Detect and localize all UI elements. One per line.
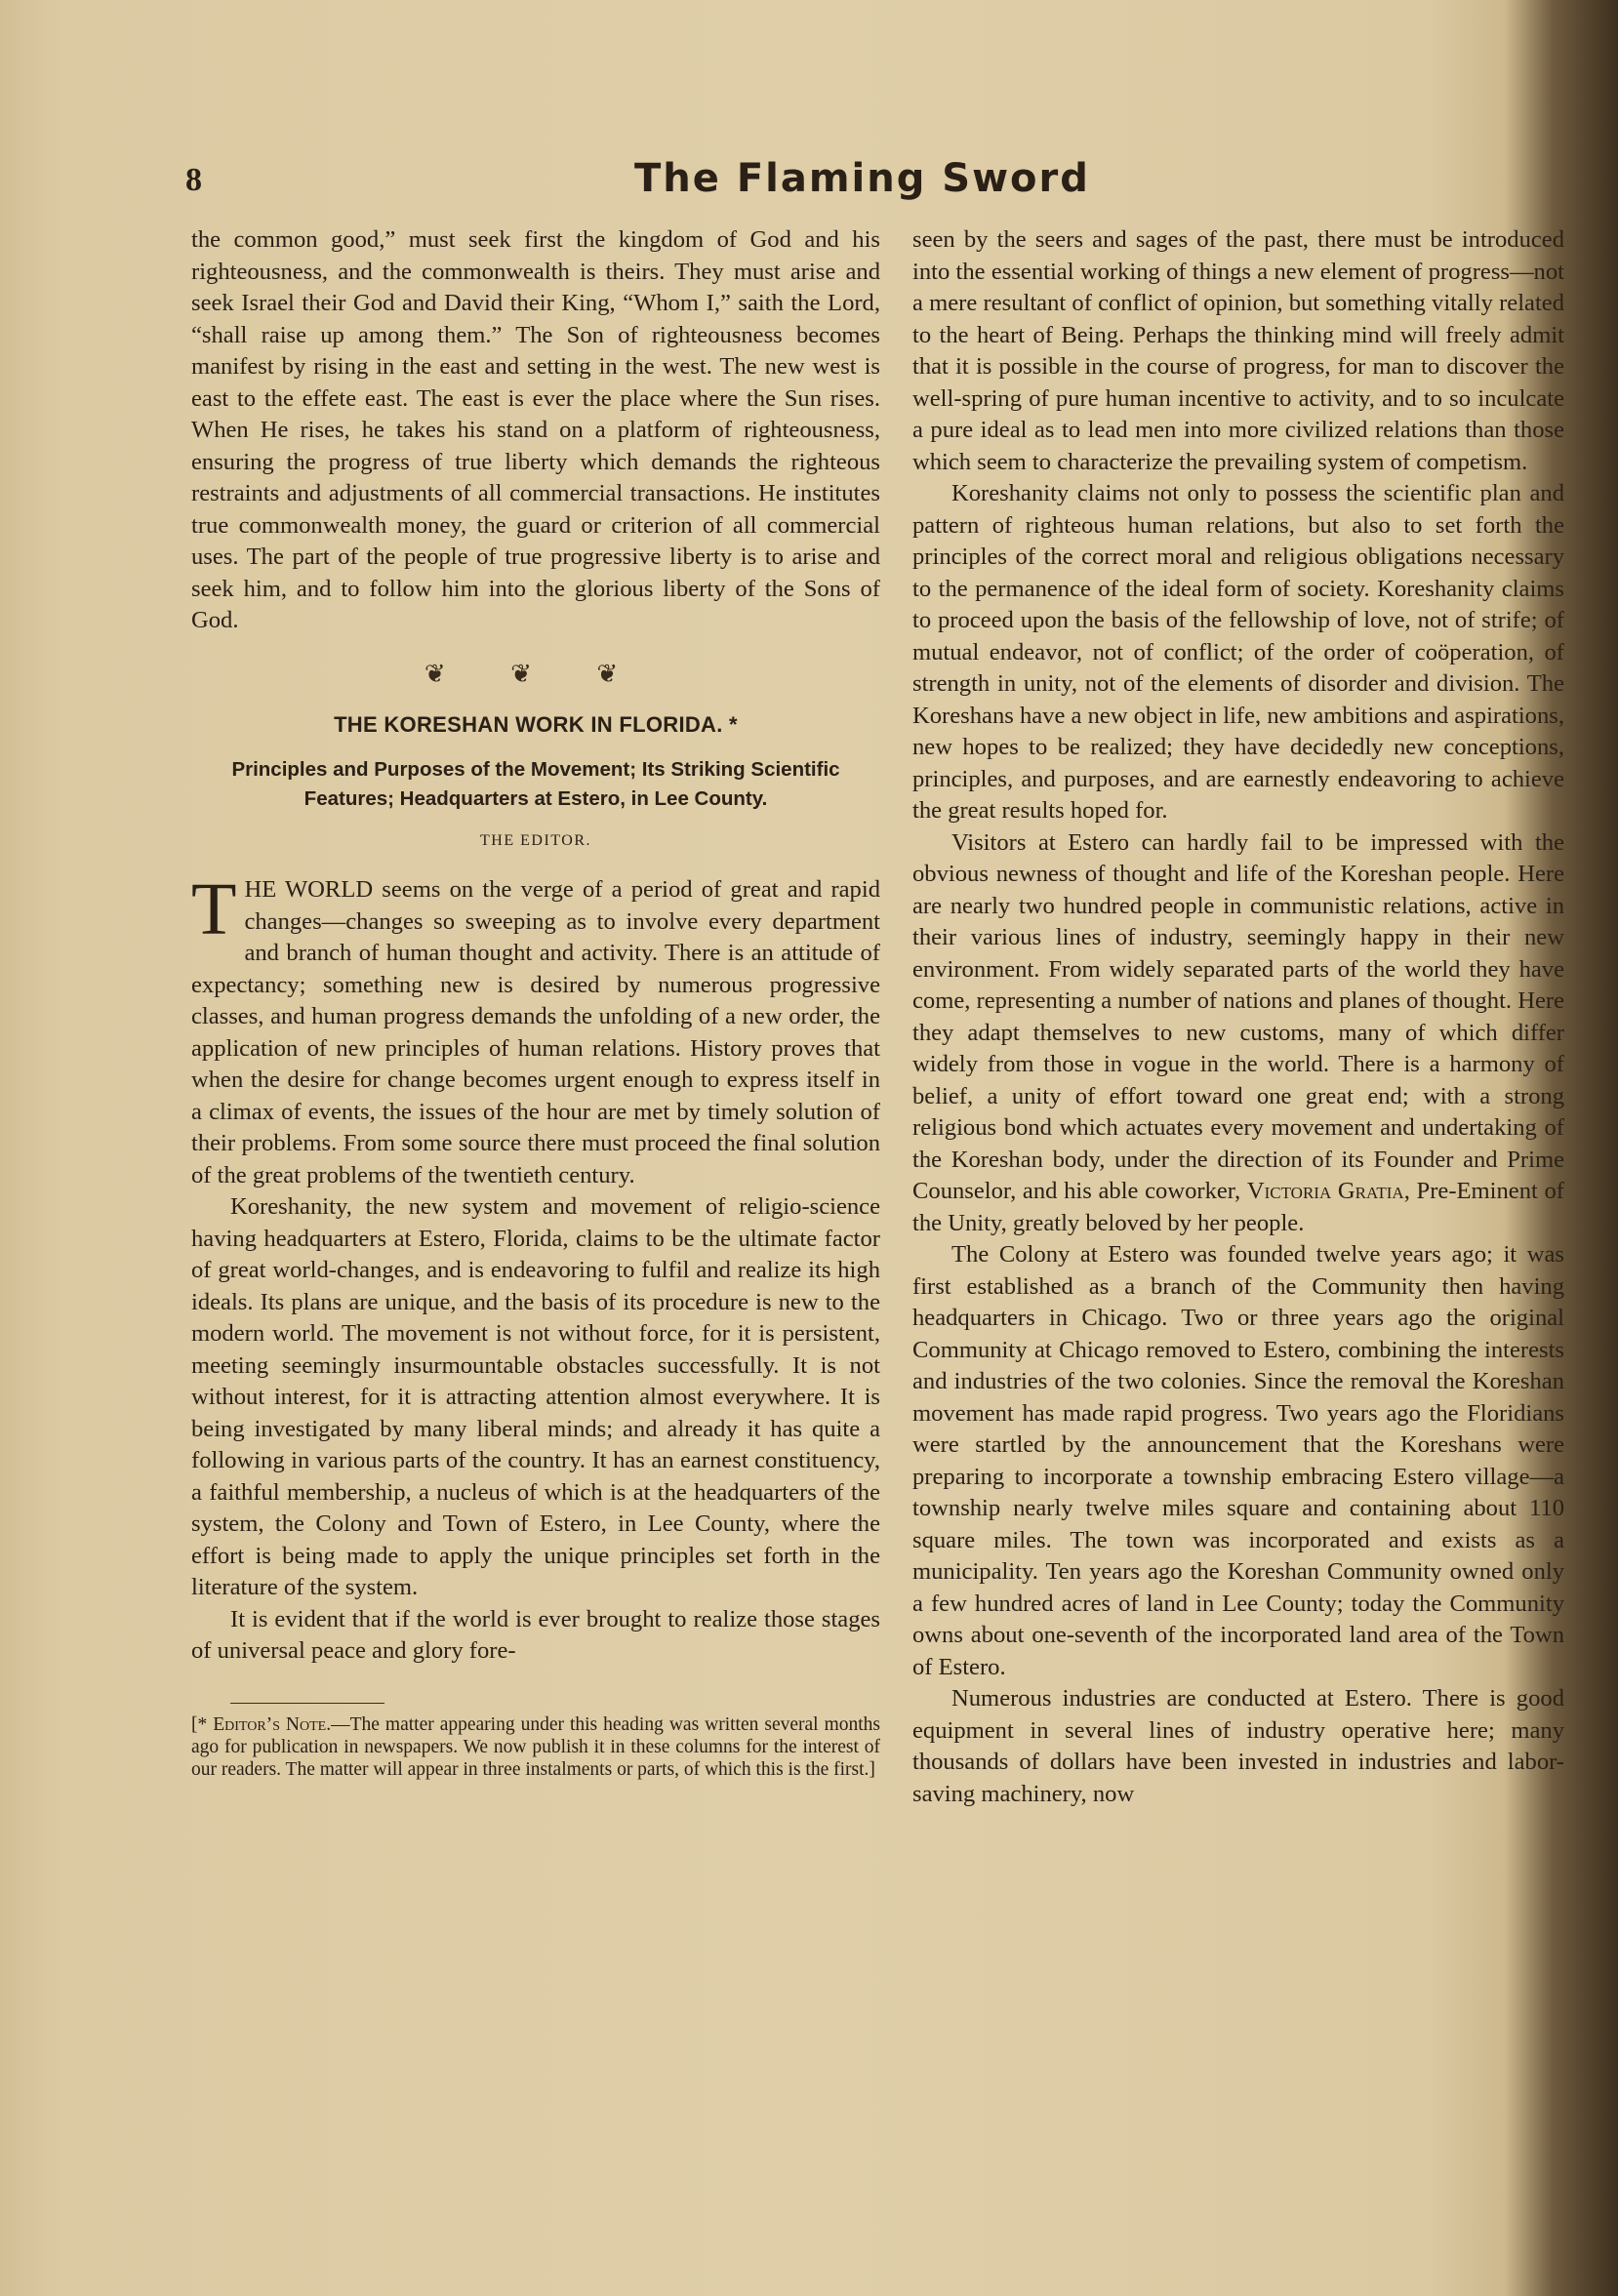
right-paragraph-1: seen by the seers and sages of the past, there must be introduced into the essential working of things a new element of progress—not a mere resultant of conflict of opinion, but something vitally related to the heart of Being. Perhaps the thinking mind will freely admit that it is possible in the course of progress, for man to discover the well-spring of pure human incentive to activity, and to so inculcate a pure ideal as to lead men into more civilized relations than those which seem to characterize the prevailing system of competism. [912,226,1564,475]
left-paragraph-3: Koreshanity, the new system and movement of religio-science having headquarters at Estero, Florida, claims to be the ultimate factor of great world-changes, and is endeavoring to fulfil and realize its high ideals. Its plans are unique, and the basis of its procedure is new to the modern world. The movement is not without force, for it is persistent, meeting seemingly insurmountable obstacles successfully. It is not without interest, for it is attracting attention almost everywhere. It is being investigated by many liberal minds; and already it has quite a following in various parts of the country. It has an earnest constituency, a faithful membership, a nucleus of which is at the headquarters of the system, the Colony and Town of Estero, in Lee County, where the effort is being made to apply the unique principles set forth in the literature of the system. [191,1193,880,1600]
drop-cap: T [191,868,237,950]
right-paragraph-5: Numerous industries are conducted at Estero. There is good equipment in several lines of industry operative here; many thousands of dollars have been invested in industries and labor-saving machinery, now [912,1685,1564,1807]
article-subtitle: Principles and Purposes of the Movement; Its Striking Scientific Features; Headquarters at Estero, in Lee County. [231,757,840,810]
opening-words: HE WORLD [244,876,374,903]
editors-footnote [191,1713,880,1781]
left-column [191,224,880,1781]
footnote-rule [230,1703,384,1704]
footnote-heading: [* Editor’s Note. [191,1713,332,1735]
page-header [185,156,1161,205]
left-paragraph-4: It is evident that if the world is ever brought to realize those stages of universal peace and glory fore- [191,1605,880,1664]
left-paragraph-1: the common good,” must seek first the kingdom of God and his righteousness, and the commonwealth is theirs. They must arise and seek Israel their God and David their King, “Whom I,” saith the Lord, “shall raise up among them.” The Son of righteousness becomes manifest by rising in the east and setting in the west. The new west is east to the effete east. The east is ever the place where the Sun rises. When He rises, he takes his stand on a platform of righteousness, ensuring the progress of true liberty which demands the righteous restraints and adjustments of all commercial transactions. He institutes true commonwealth money, the guard or criterion of all commercial uses. The part of the people of true progressive liberty is to arise and seek him, and to follow him into the glorious liberty of the Sons of God. [191,226,880,633]
footnote-body: —The matter appearing under this heading was written several months ago for publication in newspapers. We now publish it in these columns for the interest of our readers. The matter will appear in three instalments or parts, of which this is the first.] [191,1713,880,1780]
page-number: 8 [185,162,202,198]
journal-title: The Flaming Sword [634,156,1090,201]
right-paragraph-2: Koreshanity claims not only to possess the scientific plan and pattern of righteous human relations, but also to set forth the principles of the correct moral and religious obligations necessary to the permanence of the ideal form of society. Koreshanity claims to proceed upon the basis of the fellowship of love, not of strife; of mutual endeavor, not of conflict; of the order of coöperation, of strength in unity, not of the elements of disorder and division. The Koreshans have a new object in life, new ambitions and aspirations, new hopes to be realized; they have decidedly new conceptions, principles, and purposes, and are earnestly endeavoring to achieve the great results hoped for. [912,480,1564,824]
opening-paragraph-text: seems on the verge of a period of great and rapid changes—changes so sweeping as to involve every department and branch of human thought and activity. There is an attitude of expectancy; something new is desired by numerous progressive classes, and human progress demands the unfolding of a new order, the application of new principles of human relations. History proves that when the desire for change becomes urgent enough to express itself in a climax of events, the issues of the hour are met by timely solution of their problems. From some source there must proceed the final solution of the great problems of the twentieth century. [191,876,880,1188]
article-opening-paragraph [191,868,880,1191]
right-paragraph-3-text-a: Visitors at Estero can hardly fail to be impressed with the obvious newness of thought and life of the Koreshan people. Here are nearly two hundred people in communistic relations, active in their various lines of industry, seemingly happy in their new environment. From widely separated parts of the world they have come, representing a number of nations and planes of thought. Here they adapt themselves to new customs, many of which differ widely from those in vogue in the world. There is a harmony of belief, a unity of effort toward one great end; with a strong religious bond which actuates every movement and undertaking of the Koreshan body, under the direction of its Founder and Prime Counselor, and his able coworker, [912,828,1564,1204]
article-author: THE EDITOR. [480,831,591,849]
section-ornament: ❦ ❦ ❦ [424,659,648,688]
right-paragraph-4: The Colony at Estero was founded twelve years ago; it was first established as a branch of the Community then having headquarters in Chicago. Two or three years ago the original Community at Chicago removed to Estero, combining the interests and industries of the two colonies. Since the removal the Koreshan movement has made rapid progress. Two years ago the Floridians were startled by the announcement that the Koreshans were preparing to incorporate a township embracing Estero village—a township nearly twelve miles square and containing about 110 square miles. The town was incorporated and exists as a municipality. Ten years ago the Koreshan Community owned only a few hundred acres of land in Lee County; today the Community owns about one-seventh of the incorporated land area of the Town of Estero. [912,1241,1564,1680]
victoria-gratia-name: Victoria Gratia [1246,1178,1404,1204]
right-paragraph-3 [912,827,1564,1240]
right-column [912,224,1564,1810]
article-title: THE KORESHAN WORK IN FLORIDA. * [334,712,738,737]
right-paragraph-3-text-b: , Pre-Eminent of the Unity, greatly beloved by her people. [912,1178,1564,1236]
